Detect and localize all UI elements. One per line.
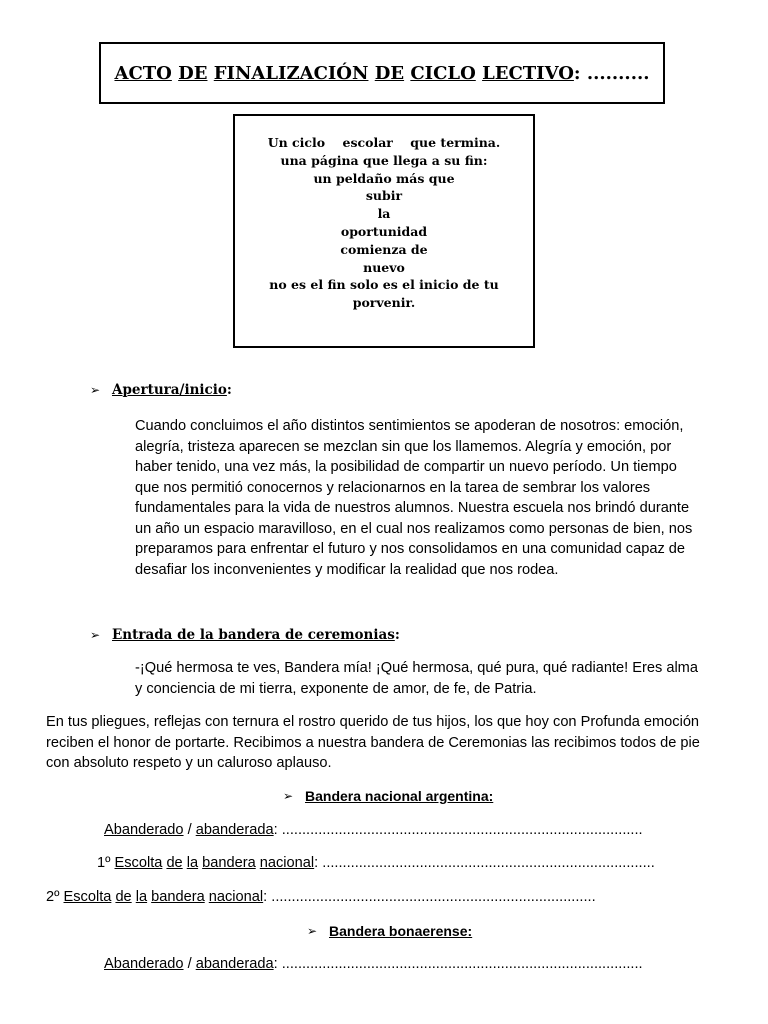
paragraph-line: desafiar los inconvenientes y modificar la realidad que nos rodea. (135, 561, 559, 578)
escolta-word: bandera (151, 889, 205, 905)
paragraph-line: En tus pliegues, reflejas con ternura el rostro querido de tus hijos, los que hoy con Profunda emoción (46, 714, 700, 730)
escolta-number: 2º (46, 889, 64, 905)
poem-line: subir (365, 188, 403, 204)
poem-line: oportunidad (340, 223, 428, 239)
poem-line: Un ciclo escolar que termina. (267, 135, 501, 150)
heading-bandera-bonaerense: Bandera bonaerense: (329, 923, 473, 939)
heading-bandera-nacional: Bandera nacional argentina: (305, 788, 494, 804)
escolta-word: nacional (208, 889, 264, 905)
poem-line: no es el fin solo es el inicio de tu (269, 277, 499, 293)
title-word: DE (374, 62, 405, 84)
fill-in-dots: : ......................................................................................... (273, 822, 643, 838)
abanderado-label: Abanderado (104, 956, 184, 972)
paragraph-line: reciben el honor de portarte. Recibimos a nuestra bandera de Ceremonias las recibimos todos de pie (46, 734, 700, 751)
poem-line: nuevo (363, 259, 405, 275)
entrada-paragraph (46, 712, 700, 774)
title-word: FINALIZACIÓN (213, 62, 369, 84)
paragraph-line: un año un espacio maravilloso, en el cual nos realizamos como personas de bien, nos (135, 520, 693, 537)
section-heading-entrada (90, 627, 400, 643)
abanderado-label: Abanderado (104, 822, 184, 838)
escolta-number: 1º (97, 855, 115, 871)
escolta-word: Escolta (63, 889, 112, 905)
escolta1-field (97, 855, 655, 871)
poem-line: la (377, 206, 391, 222)
poem-box (233, 114, 535, 348)
escolta-word: bandera (202, 855, 256, 871)
fill-in-dots: : .................................................................................. (314, 855, 655, 871)
fill-in-dots: : ................................................................................ (263, 889, 596, 905)
paragraph-line: preparamos para enfrentar el futuro y nos consolidamos en una comunidad capaz de (135, 541, 686, 557)
title-box (99, 42, 665, 104)
title-word: CICLO (410, 62, 476, 84)
poem-line: comienza de (340, 241, 428, 257)
title-word: LECTIVO (482, 62, 574, 84)
heading-colon: : (394, 627, 400, 643)
arrow-bullet-icon: ➢ (307, 924, 318, 938)
separator: / (183, 822, 196, 838)
paragraph-line: que nos permitió conocernos y relacionarnos en la tarea de sembrar los valores (135, 479, 651, 496)
section-heading-bonaerense (307, 923, 472, 939)
abanderada-label: abanderada (195, 822, 274, 838)
paragraph-line: haber tenido, una vez más, la posibilidad de compartir un nuevo período. Un tiempo (135, 459, 677, 475)
title-word: ACTO (114, 62, 172, 84)
document-title (114, 63, 649, 84)
escolta-word: Escolta (114, 855, 163, 871)
poem-line: un peldaño más que (313, 170, 455, 186)
abanderado-bonaerense-field (104, 956, 643, 972)
heading-apertura: Apertura/inicio (112, 382, 227, 398)
paragraph-line: Cuando concluimos el año distintos sentimientos se apoderan de nosotros: emoción, (135, 418, 684, 434)
escolta-word: de (115, 889, 132, 905)
abanderado-nacional-field (104, 822, 643, 838)
paragraph-line: alegría, tristeza aparecen se mezclan sin que los llamemos. Alegría y emoción, por (135, 438, 672, 455)
paragraph-line: con absoluto respeto y un caluroso aplauso. (46, 755, 332, 771)
escolta2-field (46, 889, 596, 905)
heading-colon: : (226, 382, 232, 398)
arrow-bullet-icon: ➢ (90, 628, 101, 642)
escolta-word: la (186, 855, 199, 871)
quote-line: -¡Qué hermosa te ves, Bandera mía! ¡Qué hermosa, qué pura, qué radiante! Eres alma (135, 660, 698, 676)
apertura-paragraph (135, 416, 692, 580)
heading-entrada: Entrada de la bandera de ceremonias (112, 627, 395, 643)
escolta-word: nacional (259, 855, 315, 871)
poem-line: una página que llega a su fin: (280, 152, 488, 168)
entrada-quote (135, 658, 698, 699)
title-word: DE (178, 62, 208, 84)
quote-line: y conciencia de mi tierra, exponente de amor, de fe, de Patria. (135, 680, 537, 697)
section-heading-apertura (90, 382, 232, 398)
separator: / (183, 956, 196, 972)
arrow-bullet-icon: ➢ (90, 383, 101, 397)
arrow-bullet-icon: ➢ (283, 789, 294, 803)
escolta-word: la (135, 889, 148, 905)
abanderada-label: abanderada (195, 956, 274, 972)
paragraph-line: fundamentales para la vida de nuestros alumnos. Nuestra escuela nos brindó durante (135, 500, 690, 516)
escolta-word: de (166, 855, 183, 871)
fill-in-dots: : ......................................................................................... (273, 956, 643, 972)
section-heading-nacional (283, 788, 493, 804)
title-suffix: : .......... (573, 62, 650, 84)
poem-line: porvenir. (352, 295, 416, 311)
